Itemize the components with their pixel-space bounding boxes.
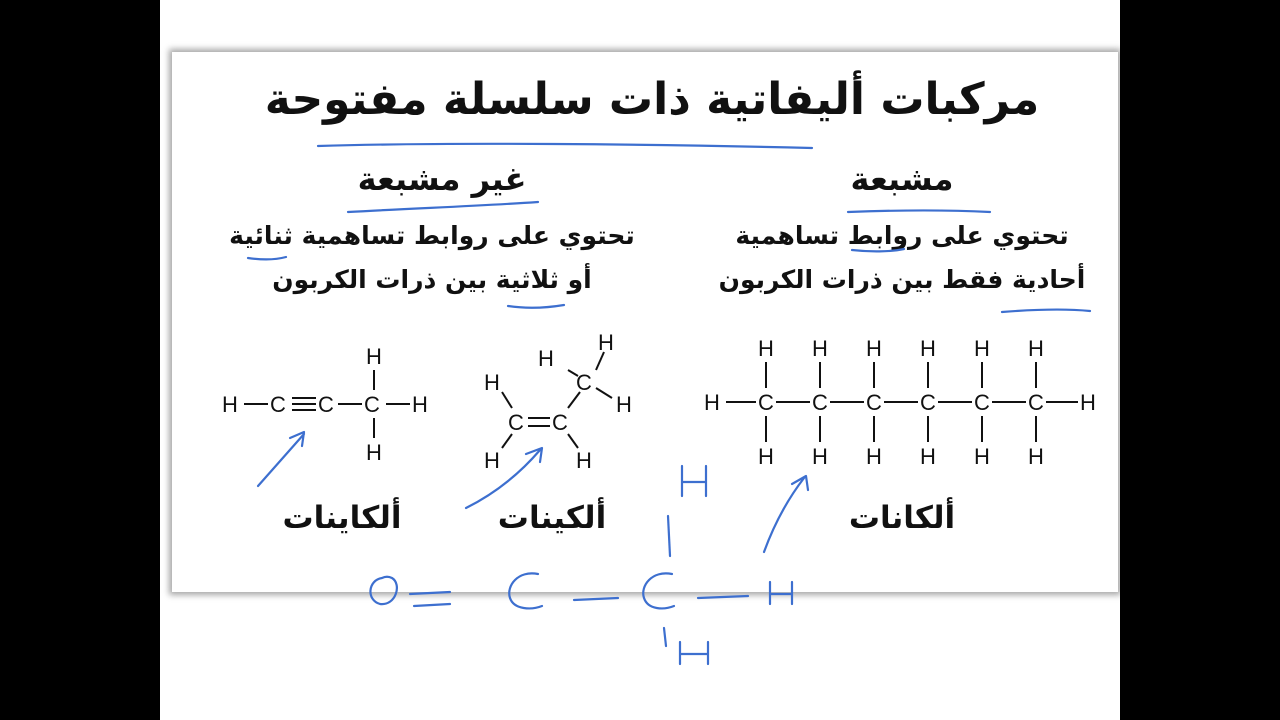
- atom-h: H: [616, 392, 632, 417]
- ink-h-right: [770, 582, 792, 604]
- atom-c: C: [812, 390, 828, 415]
- atom-h: H: [1080, 390, 1096, 415]
- atom-h: H: [598, 330, 614, 355]
- atom-c: C: [270, 392, 286, 417]
- atom-h: H: [812, 336, 828, 361]
- atom-h: H: [1028, 336, 1044, 361]
- atom-h: H: [920, 336, 936, 361]
- atom-h: H: [538, 346, 554, 371]
- alkene-arrow: [466, 448, 542, 508]
- alkyne-arrow: [258, 432, 304, 486]
- atom-h: H: [974, 336, 990, 361]
- atom-c: C: [364, 392, 380, 417]
- atom-h: H: [484, 370, 500, 395]
- saturated-line-2: أحادية فقط بين ذرات الكربون: [718, 265, 1086, 294]
- ink-carbon-2: [643, 573, 674, 608]
- atom-h: H: [1028, 444, 1044, 469]
- underline-triple: [508, 305, 564, 308]
- ink-bond-down: [664, 628, 666, 646]
- atom-h: H: [758, 336, 774, 361]
- unsaturated-line-2: أو ثلاثية بين ذرات الكربون: [272, 265, 592, 294]
- unsaturated-heading-underline: [348, 202, 538, 212]
- atom-h: H: [576, 448, 592, 473]
- atom-c: C: [920, 390, 936, 415]
- atom-h: H: [866, 336, 882, 361]
- ink-oxygen: [370, 577, 396, 604]
- saturated-heading-underline: [848, 211, 990, 213]
- atom-c: C: [552, 410, 568, 435]
- atom-h: H: [366, 344, 382, 369]
- underline-covalent: [852, 249, 904, 251]
- atom-h: H: [920, 444, 936, 469]
- atom-c: C: [508, 410, 524, 435]
- hexane-structure: [726, 362, 1078, 442]
- ink-double-bond: [410, 592, 450, 606]
- atom-c: C: [866, 390, 882, 415]
- atom-c: C: [318, 392, 334, 417]
- propene-atoms: [484, 330, 632, 473]
- ink-h-bottom: [680, 642, 708, 664]
- alkenes-label: ألكينات: [497, 500, 607, 536]
- ink-h-top: [682, 466, 706, 496]
- atom-c: C: [1028, 390, 1044, 415]
- atom-c: C: [576, 370, 592, 395]
- alkynes-label: ألكاينات: [282, 500, 402, 536]
- title-underline: [318, 144, 812, 148]
- atom-h: H: [412, 392, 428, 417]
- atom-c: C: [758, 390, 774, 415]
- underline-single-bond: [1002, 310, 1090, 312]
- atom-c: C: [974, 390, 990, 415]
- atom-h: H: [484, 448, 500, 473]
- ink-bond-2: [698, 596, 748, 598]
- alkanes-label: ألكانات: [848, 500, 956, 536]
- atom-h: H: [366, 440, 382, 465]
- saturated-heading: مشبعة: [850, 160, 954, 198]
- atom-h: H: [222, 392, 238, 417]
- alkane-arrow: [764, 476, 808, 552]
- page-title: مركبات أليفاتية ذات سلسلة مفتوحة: [264, 74, 1040, 125]
- underline-double: [248, 257, 286, 259]
- atom-h: H: [866, 444, 882, 469]
- atom-h: H: [758, 444, 774, 469]
- unsaturated-heading: غير مشبعة: [357, 160, 527, 198]
- saturated-line-1: تحتوي على روابط تساهمية: [735, 221, 1069, 250]
- unsaturated-line-1: تحتوي على روابط تساهمية ثنائية: [229, 221, 635, 250]
- ink-bond-1: [574, 598, 618, 600]
- atom-h: H: [704, 390, 720, 415]
- atom-h: H: [974, 444, 990, 469]
- ink-bond-up: [668, 516, 670, 556]
- atom-h: H: [812, 444, 828, 469]
- ink-carbon-1: [509, 573, 542, 608]
